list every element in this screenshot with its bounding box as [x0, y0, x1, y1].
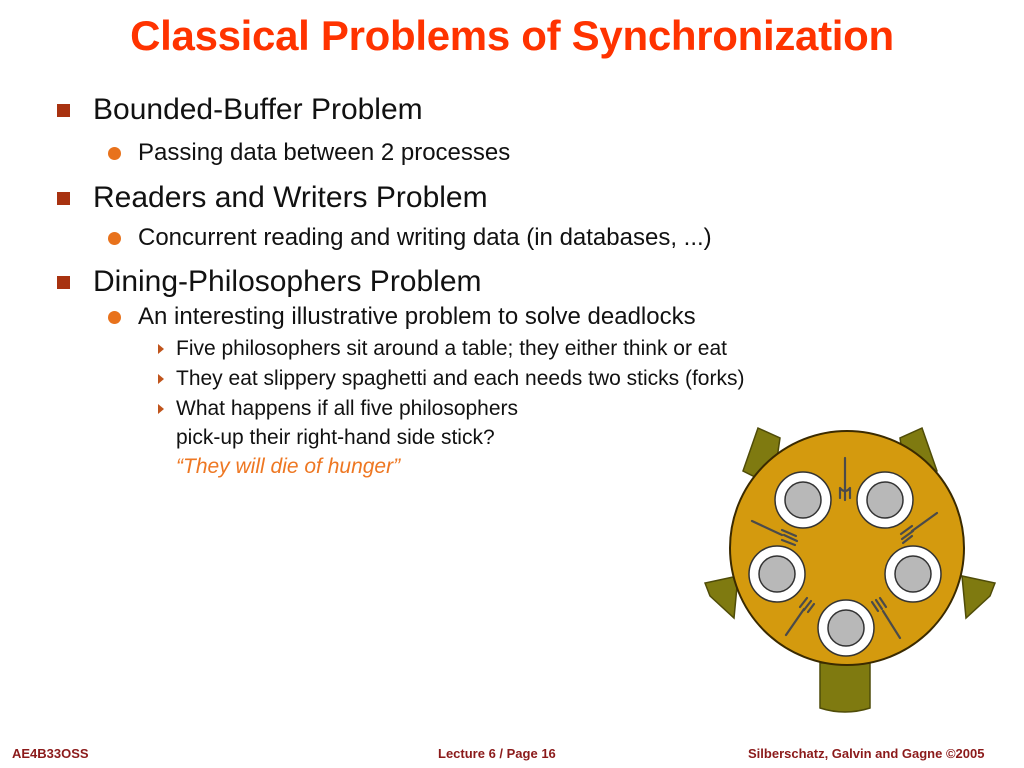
plate-left [749, 546, 805, 602]
chair-right [962, 576, 995, 618]
triangle-bullet-icon [158, 404, 164, 414]
square-bullet-icon [57, 276, 70, 289]
sub-bullet-concurrent: Concurrent reading and writing data (in databases, ...) [138, 224, 712, 251]
sub-sub-bullet-five-philosophers: Five philosophers sit around a table; they either think or eat [176, 337, 727, 360]
bullet-dining-philosophers: Dining-Philosophers Problem [93, 265, 482, 298]
slide-title: Classical Problems of Synchronization [130, 12, 894, 59]
footer-page-info: Lecture 6 / Page 16 [438, 746, 556, 761]
plate-bottom [818, 600, 874, 656]
what-happens-line-2: pick-up their right-hand side stick? [176, 426, 495, 449]
what-happens-line-1: What happens if all five philosophers [176, 397, 519, 420]
chair-bottom [820, 663, 870, 712]
sub-sub-bullet-what-happens [176, 394, 518, 481]
dining-philosophers-table-illustration [700, 418, 1000, 718]
plate-top-right [857, 472, 913, 528]
sub-bullet-passing-data: Passing data between 2 processes [138, 139, 511, 166]
bullet-readers-writers: Readers and Writers Problem [93, 181, 488, 214]
footer-course-code: AE4B33OSS [12, 746, 89, 761]
chair-left [705, 576, 738, 618]
dot-bullet-icon [108, 311, 121, 324]
footer-copyright: Silberschatz, Galvin and Gagne ©2005 [748, 746, 985, 761]
triangle-bullet-icon [158, 344, 164, 354]
plate-right [885, 546, 941, 602]
sub-sub-bullet-spaghetti: They eat slippery spaghetti and each needs two sticks (forks) [176, 367, 745, 390]
square-bullet-icon [57, 104, 70, 117]
dot-bullet-icon [108, 147, 121, 160]
dot-bullet-icon [108, 232, 121, 245]
square-bullet-icon [57, 192, 70, 205]
plate-top-left [775, 472, 831, 528]
bullet-bounded-buffer: Bounded-Buffer Problem [93, 93, 423, 126]
sub-bullet-deadlocks: An interesting illustrative problem to solve deadlocks [138, 303, 696, 330]
die-of-hunger-text: “They will die of hunger” [176, 455, 401, 478]
triangle-bullet-icon [158, 374, 164, 384]
